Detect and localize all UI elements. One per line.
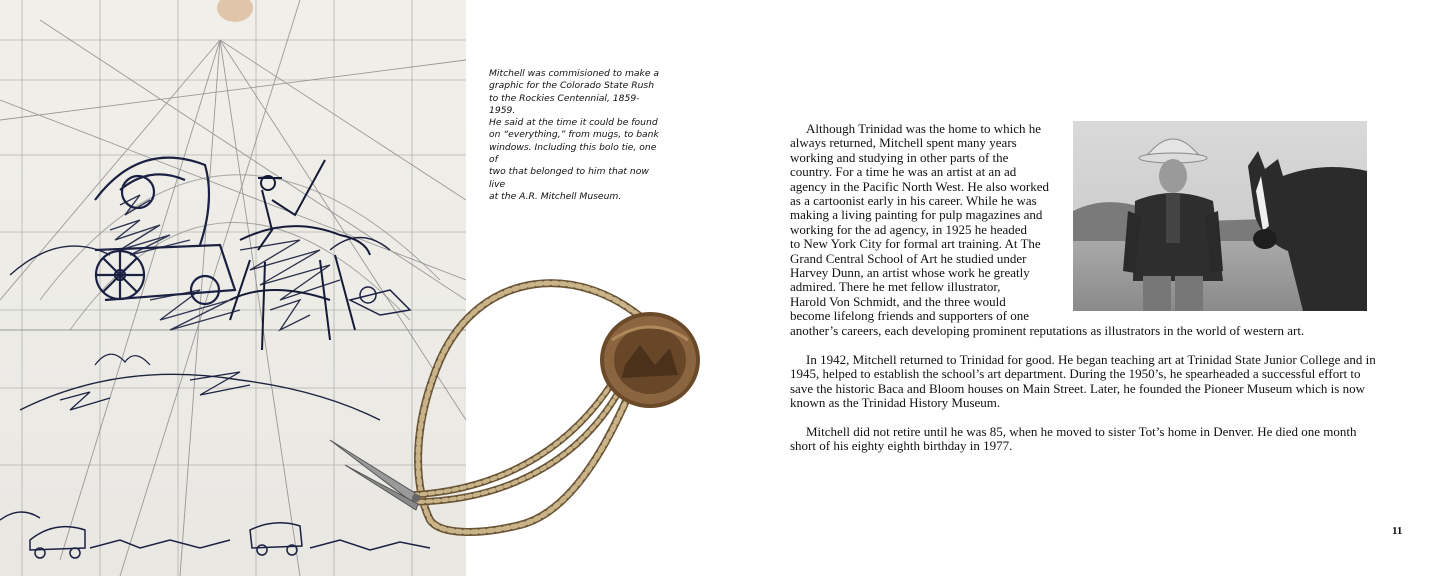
text-line: country. For a time he was an artist at an ad: [790, 164, 1017, 180]
caption-line: to the Rockies Centennial, 1859-1959.: [489, 92, 640, 116]
text-line: to New York City for formal art training. At The: [790, 236, 1041, 252]
body-paragraph-1: [790, 122, 1370, 338]
page-number: 11: [1392, 525, 1403, 537]
caption-line: at the A.R. Mitchell Museum.: [489, 190, 622, 202]
text-line: always returned, Mitchell spent many years: [790, 135, 1017, 151]
caption-line: Mitchell was commisioned to make a: [489, 68, 660, 79]
text-line: Although Trinidad was the home to which he: [806, 121, 1042, 136]
text-line: as a cartoonist early in his career. While he was: [790, 193, 1037, 209]
caption-line: two that belonged to him that now live: [489, 166, 649, 190]
caption-line: He said at the time it could be found: [489, 117, 658, 129]
text-line: working for the ad agency, in 1925 he headed: [790, 221, 1028, 237]
caption-line: windows. Including this bolo tie, one of: [489, 141, 657, 166]
text-line: making a living painting for pulp magazines and: [790, 207, 1043, 223]
bolo-tie-image: [320, 240, 720, 540]
body-paragraph-2: In 1942, Mitchell returned to Trinidad for good. He began teaching art at Trinidad State Junior College and in 1945, helped to establish the school’s art department. During the 1950’s, he spearheaded a successful effort to save the historic Baca and Bloom houses on Main Street. Later, he founded the Pioneer Museum which is now known as the Trinidad History Museum.: [790, 352, 1376, 411]
caption-line: graphic for the Colorado State Rush: [489, 80, 655, 92]
text-line: another’s careers, each developing prominent reputations as illustrators in the world of western art.: [790, 322, 1305, 338]
body-paragraph-3: Mitchell did not retire until he was 85, when he moved to sister Tot’s home in Denver. He died one month short of his eighty eighth birthday in 1977.: [790, 424, 1357, 454]
caption-line: on “everything,” from mugs, to bank: [489, 129, 659, 141]
image-caption: [489, 68, 664, 203]
text-line: Harold Von Schmidt, and the three would: [790, 293, 1006, 309]
text-line: become lifelong friends and supporters of one: [790, 308, 1029, 324]
text-line: working and studying in other parts of the: [790, 149, 1009, 165]
text-line: Harvey Dunn, an artist whose work he greatly: [790, 265, 1030, 281]
text-line: Grand Central School of Art he studied under: [790, 250, 1027, 266]
text-line: admired. There he met fellow illustrator,: [790, 279, 1001, 295]
text-line: agency in the Pacific North West. He also worked: [790, 178, 1049, 194]
